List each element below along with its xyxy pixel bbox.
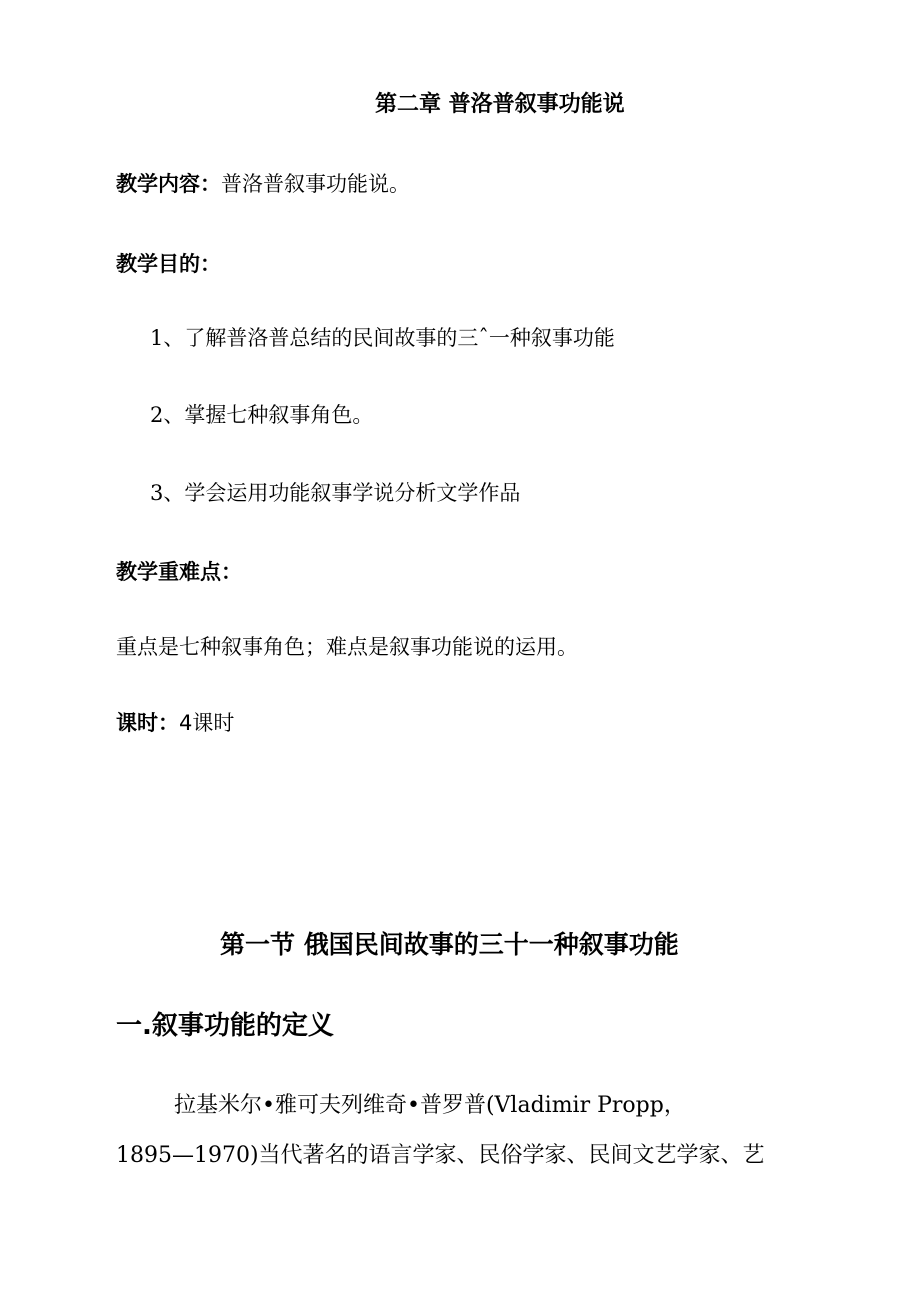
class-hours-value: 4课时	[179, 711, 235, 735]
teaching-content-label: 教学内容：	[116, 172, 221, 196]
key-points-label: 教学重难点：	[116, 560, 242, 584]
teaching-content-value: 普洛普叙事功能说。	[221, 172, 410, 196]
class-hours-label: 课时：	[116, 711, 179, 735]
paragraph-line: 1895—1970)当代著名的语言学家、民俗学家、民间文艺学家、艺	[116, 1143, 765, 1168]
section-title: 第一节 俄国民间故事的三十一种叙事功能	[220, 930, 679, 959]
teaching-objectives-label: 教学目的：	[116, 252, 221, 276]
objective-item: 1、了解普洛普总结的民间故事的三ˆ一种叙事功能	[150, 326, 615, 350]
paragraph-line: 拉基米尔•雅可夫列维奇•普罗普(Vladimir Propp，	[174, 1093, 686, 1118]
objective-item: 3、学会运用功能叙事学说分析文学作品	[150, 481, 521, 505]
class-hours-row	[116, 713, 234, 734]
teaching-content-row	[116, 174, 410, 195]
chapter-title: 第二章 普洛普叙事功能说	[375, 92, 625, 117]
key-points-text: 重点是七种叙事角色；难点是叙事功能说的运用。	[116, 635, 578, 659]
subsection-title: 一.叙事功能的定义	[116, 1011, 334, 1041]
objective-item: 2、掌握七种叙事角色。	[150, 403, 374, 427]
